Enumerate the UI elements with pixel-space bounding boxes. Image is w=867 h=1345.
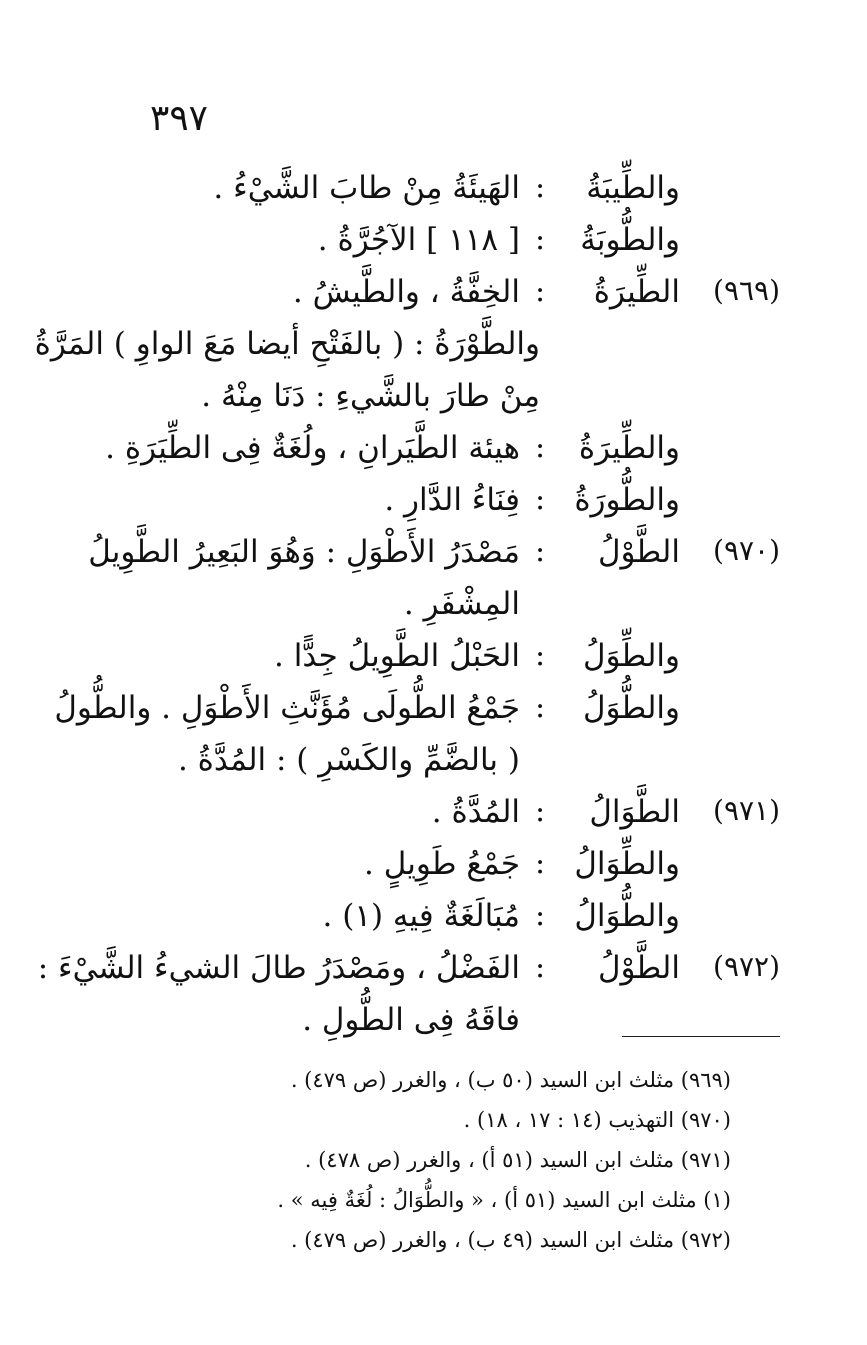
entry-definition: هيئة الطَّيَرانِ ، ولُغَةٌ فِى الطِّيَرَةِ .: [105, 430, 520, 466]
entry-colon: :: [534, 170, 546, 205]
page-number: ٣٩٧: [150, 98, 209, 139]
entry-headword: والطُّوَالُ: [574, 898, 680, 934]
entry: [100, 274, 780, 326]
entry: [37, 950, 780, 1002]
entry-continuation: [100, 586, 780, 638]
entry: [100, 222, 780, 274]
entry-continuation: [100, 742, 780, 794]
entry-colon: :: [534, 430, 546, 465]
entry: [100, 170, 780, 222]
entry-headword: والطِّوَلُ: [583, 638, 680, 674]
entry-colon: :: [534, 846, 546, 881]
footnote: (٩٧٠) التهذيب (١٤ : ١٧ ، ١٨) .: [463, 1108, 731, 1132]
entry-continuation: [34, 326, 780, 378]
entry: [100, 846, 780, 898]
entry-headword: والطُّورَةُ: [574, 482, 680, 518]
entry: [100, 482, 780, 534]
entry: [100, 638, 780, 690]
entry: [100, 430, 780, 482]
entry: [88, 534, 780, 586]
entry-colon: :: [534, 898, 546, 933]
entry-colon: :: [534, 482, 546, 517]
entry-number: (٩٦٩): [713, 274, 780, 307]
entry-definition: والطَّوْرَةُ : ( بالفَتْحِ أيضا مَعَ الواوِ ) المَرَّةُ: [34, 326, 540, 362]
entry-definition: ( بالضَّمِّ والكَسْرِ ) : المُدَّةُ .: [177, 742, 520, 778]
entry-continuation: [100, 1002, 780, 1054]
footnote-divider: [622, 1036, 780, 1037]
entry-definition: جَمْعُ طَوِيلٍ .: [364, 846, 520, 882]
entry-definition: المُدَّةُ .: [431, 794, 520, 830]
entry-colon: :: [534, 274, 546, 309]
entry-definition: الخِفَّةُ ، والطَّيشُ .: [292, 274, 520, 310]
entry-definition: الهَيئَةُ مِنْ طابَ الشَّيْءُ .: [213, 170, 520, 206]
dictionary-entries: [34, 170, 780, 1054]
entry-colon: :: [534, 690, 546, 725]
entry-number: (٩٧٢): [713, 950, 780, 983]
entry-definition: الحَبْلُ الطَّوِيلُ جِدًّا .: [274, 638, 520, 674]
entry-number: (٩٧٠): [713, 534, 780, 567]
entry-definition: فاقَهُ فِى الطُّولِ .: [302, 1002, 520, 1038]
entry: [100, 898, 780, 950]
entry-headword: الطِّيرَةُ: [593, 274, 680, 310]
entry-definition: [ ١١٨ ] الآجُرَّةُ .: [317, 222, 520, 258]
entry-headword: والطُّوَلُ: [583, 690, 680, 726]
entry-headword: والطِّيبَةُ: [586, 170, 680, 206]
entry-colon: :: [534, 534, 546, 569]
entry-colon: :: [534, 950, 546, 985]
entry-colon: :: [534, 638, 546, 673]
footnote: (١) مثلث ابن السيد (٥١ أ) ، « والطُّوَالُ : لُغَةٌ فِيه » .: [277, 1188, 731, 1212]
entry-number: (٩٧١): [713, 794, 780, 827]
entry-definition: فِنَاءُ الدَّارِ .: [384, 482, 520, 518]
entry-definition: مَصْدَرُ الأَطْوَلِ : وَهُوَ البَعِيرُ الطَّوِيلُ: [88, 534, 520, 570]
entry: [54, 690, 780, 742]
entry-headword: والطِّيرَةُ: [578, 430, 680, 466]
entry-continuation: [100, 378, 780, 430]
entry-definition: المِشْفَرِ .: [403, 586, 520, 622]
entry-headword: الطَّوْلُ: [597, 534, 680, 570]
entry-headword: والطُّوبَةُ: [580, 222, 680, 258]
entry: [100, 794, 780, 846]
entry-definition: جَمْعُ الطُّولَى مُؤَنَّثِ الأَطْوَلِ . والطُّولُ: [54, 690, 520, 726]
footnote: (٩٧١) مثلث ابن السيد (٥١ أ) ، والغرر (ص ٤٧٨) .: [304, 1148, 731, 1172]
entry-definition: مُبَالَغَةٌ فِيهِ (١) .: [322, 898, 520, 934]
footnote: (٩٦٩) مثلث ابن السيد (٥٠ ب) ، والغرر (ص ٤٧٩) .: [290, 1068, 731, 1092]
entry-colon: :: [534, 794, 546, 829]
entry-colon: :: [534, 222, 546, 257]
entry-headword: والطِّوَالُ: [574, 846, 680, 882]
entry-definition: مِنْ طارَ بالشَّيءِ : دَنَا مِنْهُ .: [201, 378, 540, 414]
footnote: (٩٧٢) مثلث ابن السيد (٤٩ ب) ، والغرر (ص ٤٧٩) .: [290, 1228, 731, 1252]
footnotes: [131, 1060, 731, 1260]
entry-headword: الطَّوْلُ: [597, 950, 680, 986]
entry-headword: الطَّوَالُ: [589, 794, 680, 830]
entry-definition: الفَضْلُ ، ومَصْدَرُ طالَ الشيءُ الشَّيْءَ :: [37, 950, 520, 986]
